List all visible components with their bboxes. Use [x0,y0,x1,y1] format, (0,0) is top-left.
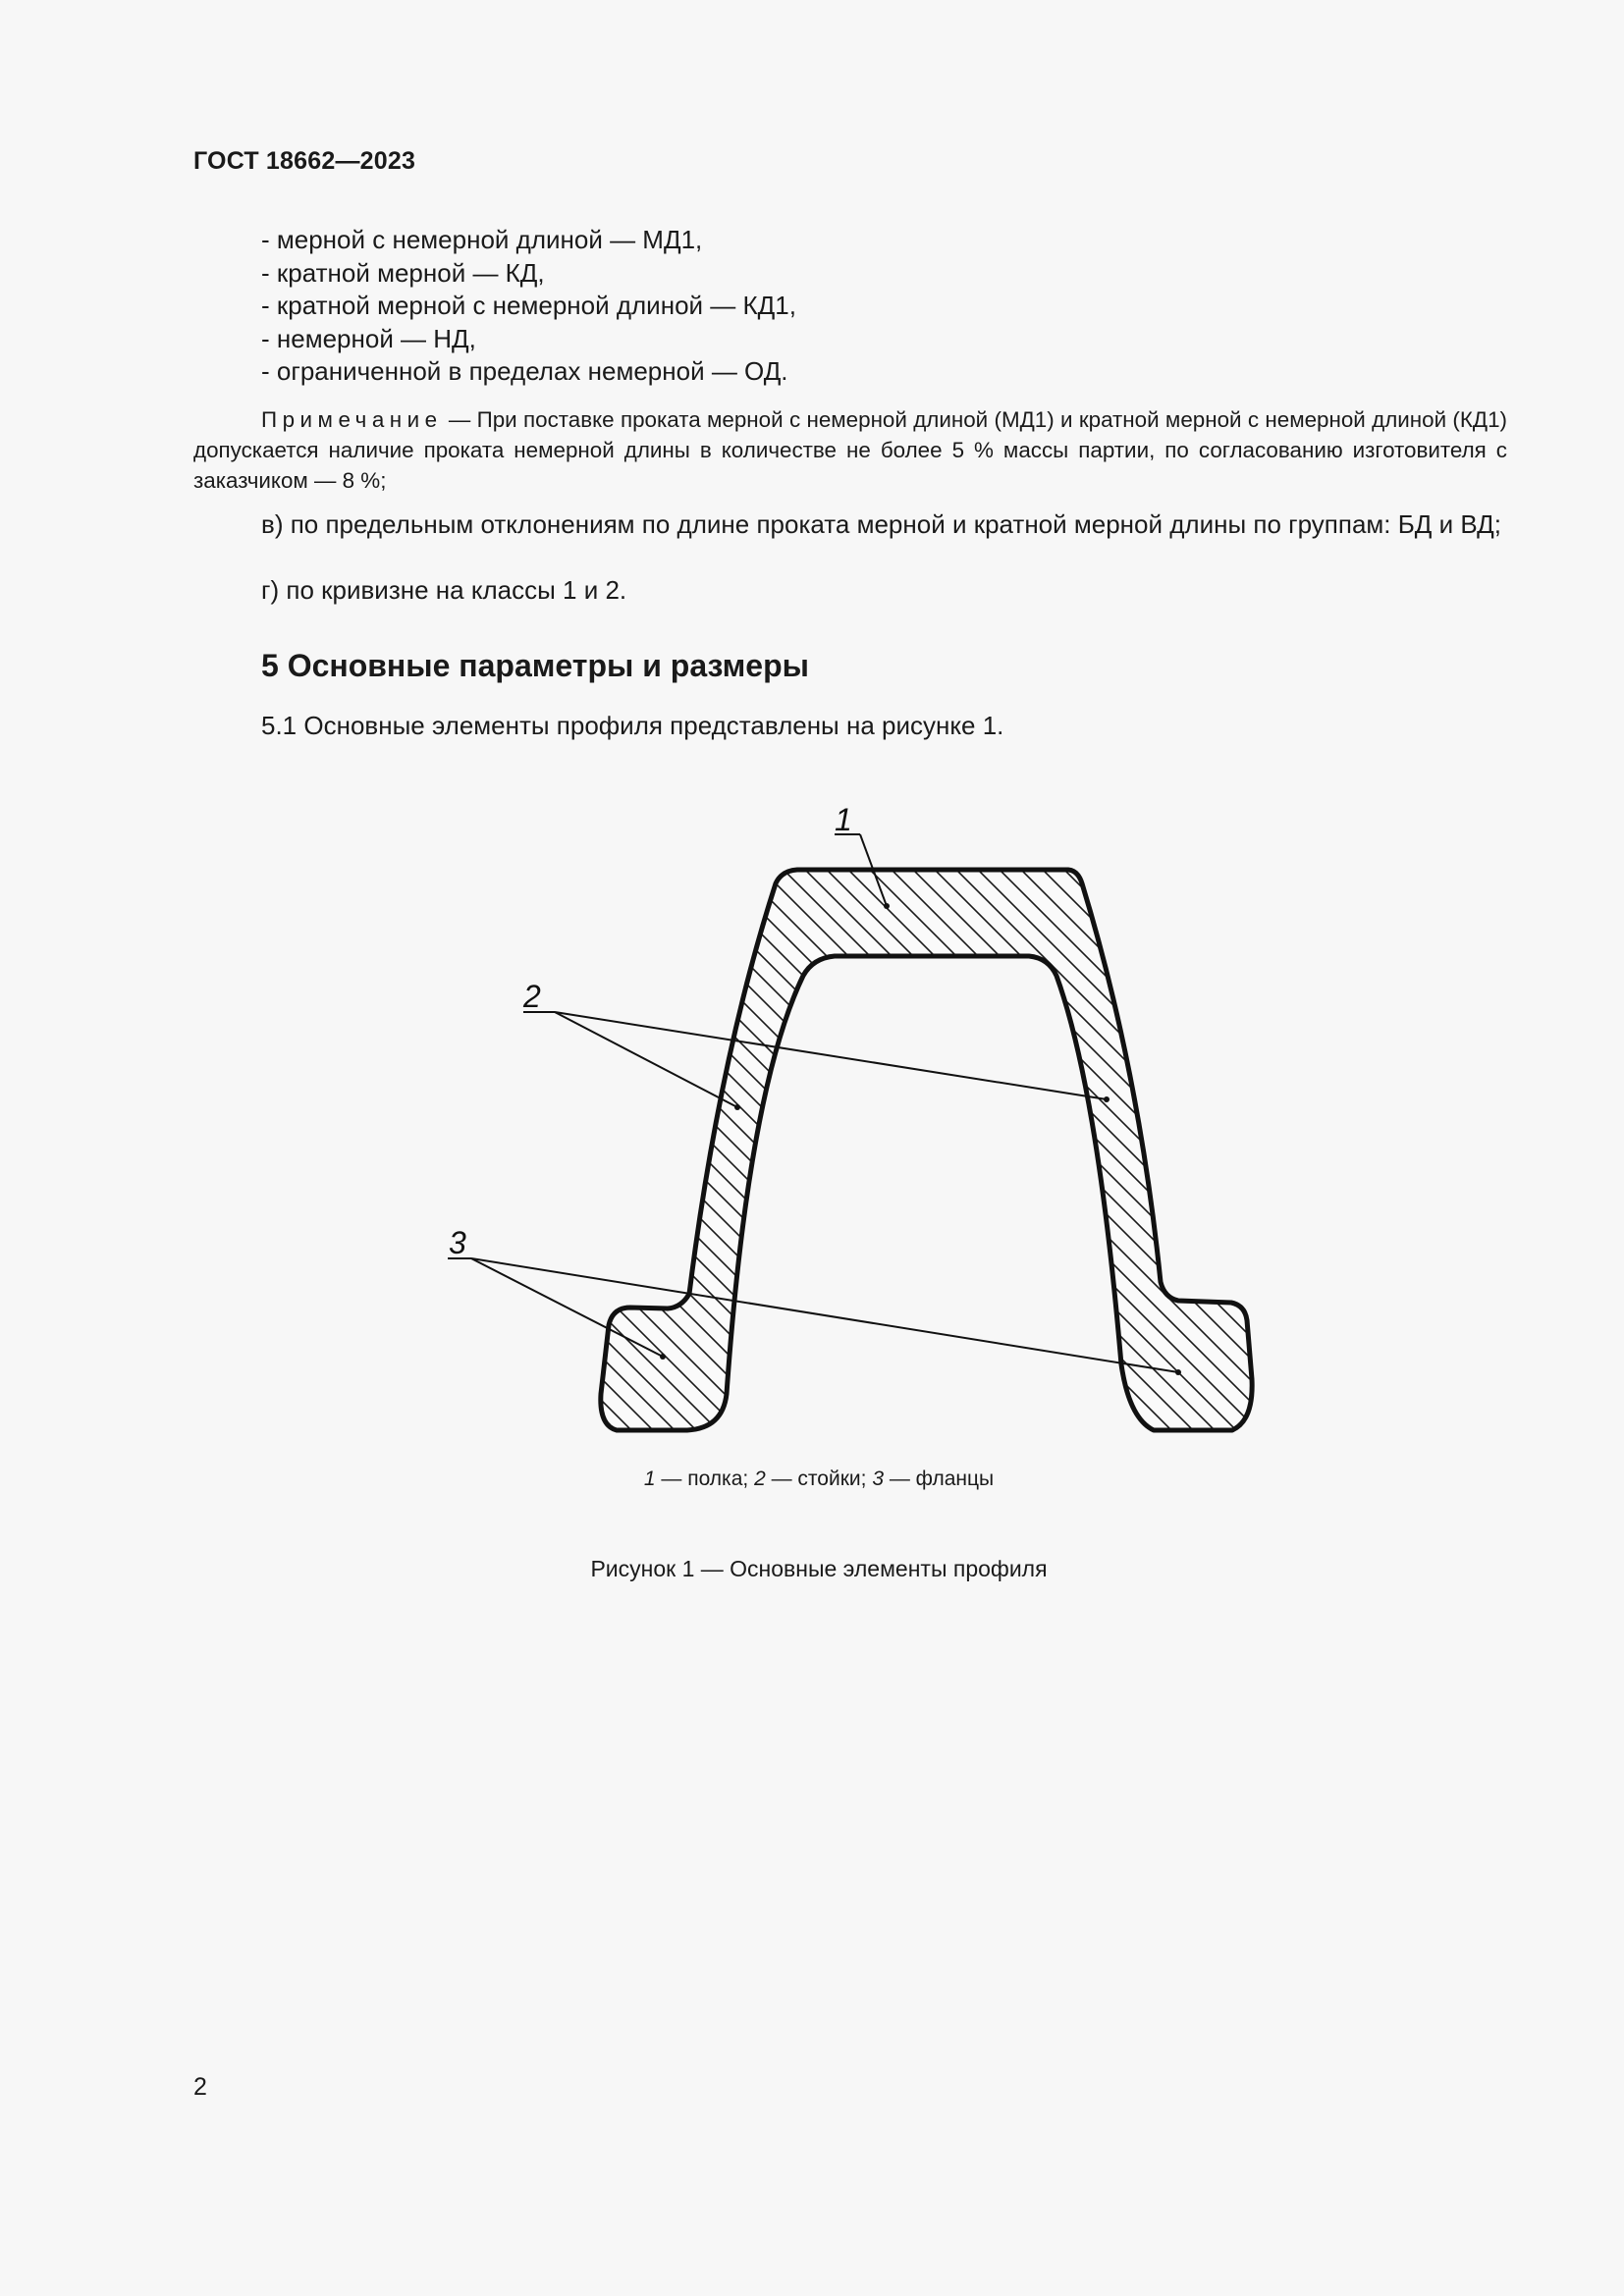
document-header: ГОСТ 18662—2023 [193,147,416,175]
leader-dot [734,1104,740,1110]
section-title: 5 Основные параметры и размеры [261,648,809,683]
leader-line-3b [471,1258,1178,1372]
leader-dot [660,1354,666,1360]
paragraph-5-1: 5.1 Основные элементы профиля представлены на рисунке 1. [261,711,1004,740]
figure-caption: Рисунок 1 — Основные элементы профиля [590,1556,1048,1581]
leader-dot [1175,1369,1181,1375]
list-item: - ограниченной в пределах немерной — ОД. [261,356,788,386]
profile-section [601,870,1252,1430]
callout-1: 1 [835,802,852,837]
legend-num: 1 [643,1468,656,1490]
list-item: - немерной — НД, [261,323,476,353]
legend-num: 2 [754,1468,766,1490]
legend-text: — полка; [655,1468,755,1490]
profile-outline [601,870,1252,1430]
list-item: - кратной мерной — КД, [261,257,545,288]
list-item: - мерной с немерной длиной — МД1, [261,225,703,254]
item-g-paragraph: г) по кривизне на классы 1 и 2. [261,575,627,605]
leader-dot [884,903,890,909]
legend-text: — фланцы [884,1468,995,1490]
legend-num: 3 [872,1468,884,1490]
item-v-paragraph: в) по предельным отклонениям по длине проката мерной и кратной мерной длины по группам: БД и ВД; [261,509,1501,539]
leader-dot [1104,1096,1110,1102]
legend-text: — стойки; [765,1468,873,1490]
callout-3: 3 [449,1225,466,1260]
note-label: Примечание [261,407,443,432]
note-text: — При поставке проката мерной с немерной длиной (МД1) и кратной мерной с немерной длиной (КД1) допускается наличие проката немерной длины в количестве не более 5 % массы партии, по согласованию изготовителя с заказчиком — 8 %; [193,407,1507,493]
figure-legend [0,1468,1624,1491]
callout-2: 2 [523,979,541,1014]
list-item: - кратной мерной с немерной длиной — КД1, [261,291,796,320]
page-number: 2 [193,2073,207,2101]
